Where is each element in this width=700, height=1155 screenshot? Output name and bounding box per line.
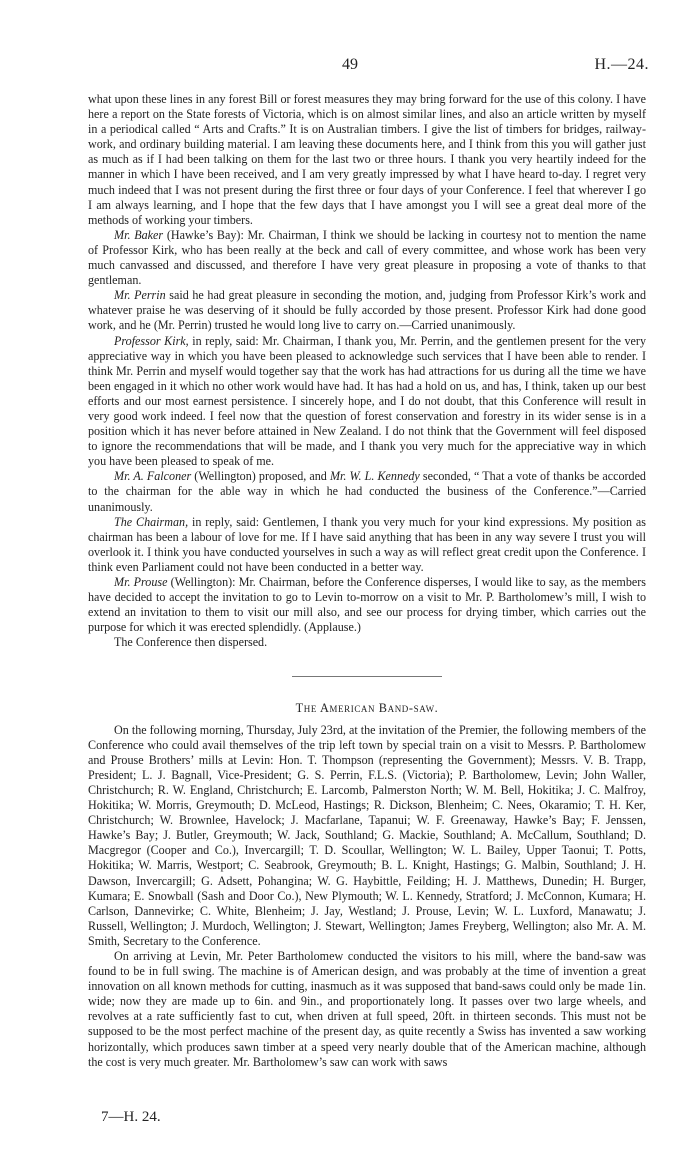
paragraph-text: (Hawke’s Bay): Mr. Chairman, I think we should be lacking in courtesy not to mention the name of Professor Kirk, who has been really at the beck and call of every committee, and whose work has been very much canvassed and discussed, and therefore I have very great pleasure in proposing a vote of thanks to that gentleman. <box>88 227 646 288</box>
paragraph-attendees: On the following morning, Thursday, July 23rd, at the invitation of the Premier, the following members of the Conference who could avail themselves of the trip left town by special train on a visit to Messrs. P. Bartholomew and Prouse Brothers’ mills at Levin: Hon. T. Thompson (representing the Government); Messrs. V. B. Trapp, President; L. J. Bagnall, Vice-President; G. S. Perrin, F.L.S. (Victoria); P. Bartholomew, Levin; John Waller, Christchurch; R. W. England, Christchurch; E. Larcomb, Palmerston North; W. M. Bell, Hokitika; J. C. Malfroy, Hokitika; W. Morris, Greymouth; D. McLeod, Hastings; R. Dickson, Blenheim; C. Nees, Okaramio; T. H. Ker, Christchurch; W. Brownlee, Havelock; J. Macfarlane, Tapanui; W. F. Greenaway, Hawke’s Bay; F. Jenssen, Hawke’s Bay; J. Butler, Greymouth; W. Jack, Southland; G. Mackie, Southland; A. McCallum, Southland; D. Macgregor (Cooper and Co.), Invercargill; T. D. Scoullar, Wellington; W. L. Bailey, Upper Taonui; T. Potts, Hokitika; W. Marris, Westport; C. Seabrook, Greymouth; B. L. Knight, Hastings; G. Malbin, Southland; J. H. Dawson, Invercargill; G. Adsett, Pohangina; W. G. Haybittle, Feilding; H. J. Matthews, Dunedin; H. Burger, Kumara; E. Snowball (Sash and Door Co.), New Plymouth; W. L. Kennedy, Stratford; J. McConnon, Kumara; H. Carlson, Dannevirke; C. White, Blenheim; J. Jay, Westland; J. Prouse, Levin; W. L. Luxford, Manawatu; J. Russell, Wellington; J. Murdoch, Wellington; J. Stewart, Wellington; James Freyberg, Wellington; also Mr. A. M. Smith, Secretary to the Conference. <box>88 722 646 948</box>
speaker-name: Mr. Perrin <box>114 288 166 303</box>
paragraph-continuation: what upon these lines in any forest Bill or forest measures they may bring forward for the use of this colony. I have here a report on the State forests of Victoria, which is on almost similar lines, and also an article written by myself in a periodical called “ Arts and Crafts.” It is on Australian timbers. I give the list of timbers for bridges, railway-work, and ordinary building material. I am leaving these documents here, and I think from this you will gather just as much as if I had been talking on them for the last two or three hours. I thank you very heartily indeed for the manner in which I have been received, and I am very greatly impressed by what I have heard to-day. I regret very much indeed that I was not present during the first three or four days of your Conference. I feel that wherever I go I am always learning, and I hope that the few days that I have amongst you I will see a great deal more of the methods of working your timbers. <box>88 92 646 227</box>
document-reference: H.—24. <box>594 56 649 73</box>
paragraph-band-saw: On arriving at Levin, Mr. Peter Bartholomew conducted the visitors to his mill, where the band-saw was found to be in full swing. The machine is of American design, and was probably at the time of invention a great innovation on all known methods for cutting, inasmuch as it was supposed that band-saws could only be made 1in. wide; now they are made up to 6in. and 9in., and proportionately long. It passes over two large wheels, and revolves at a rate sufficiently fast to cut, when driven at full speed, 20ft. in thirteen seconds. This must not be supposed to be the most perfect machine of the present day, as quite recently a Swiss has invented a saw working horizontally, which produces sawn timber at a speed very nearly double that of the American machine, although the cost is very much greater. Mr. Bartholomew’s saw can work with saws <box>88 948 646 1069</box>
paragraph-text: (Wellington): Mr. Chairman, before the Conference disperses, I would like to say, as the members have decided to accept the invitation to go to Levin to-morrow on a visit to Mr. P. Bartholomew’s mill, I wish to extend an invitation to them to visit our mill also, and see our process for drying timber, which carries out the purpose for which it was erected splendidly. (Applause.) <box>88 575 646 635</box>
speaker-name: Mr. Prouse <box>114 575 168 589</box>
speaker-name: Mr. W. L. Kennedy <box>329 469 420 484</box>
paragraph-chairman <box>88 515 646 575</box>
section-title: The American Band-saw. <box>295 701 439 716</box>
paragraph-perrin <box>88 288 646 333</box>
speaker-name: Professor Kirk, <box>114 333 189 348</box>
paragraph-dispersed: The Conference then dispersed. <box>114 635 268 650</box>
paragraph-falconer <box>88 469 646 514</box>
page-body <box>88 92 646 1070</box>
paragraph-prouse <box>88 575 646 635</box>
paragraph-text: in reply, said: Mr. Chairman, I thank you, Mr. Perrin, and the gentlemen present for the very appreciative way in which you have been pleased to acknowledge such services that I have been able to render. I think Mr. Perrin and myself would together say that the work has had attractions for us during all the time we have been engaged in it which no other work would have had. It has had a hold on us, and has, I think, taken up our best efforts and our most earnest persistence. I sincerely hope, and I do not doubt, that this Conference will result in very good work indeed. I feel now that the question of forest conservation and forestry in its wider sense is in a position which it has never before attained in New Zealand. I do not think that the Government will feel disposed to ignore the recommendations that will be made, and I thank you very much for the appreciative way in which you have been pleased to speak of me. <box>88 333 646 469</box>
paragraph-kirk <box>88 334 646 470</box>
footer-reference: 7—H. 24. <box>101 1109 161 1125</box>
speaker-name: Mr. A. Falconer <box>114 469 192 484</box>
page-number: 49 <box>342 56 358 73</box>
speaker-name: Mr. Baker <box>114 227 164 242</box>
speaker-name: The Chairman, <box>114 514 189 529</box>
paragraph-text: said he had great pleasure in seconding the motion, and, judging from Professor Kirk’s work and whatever praise he was deserving of it should be fully accorded by those present. Professor Kirk had done good work, and he (Mr. Perrin) trusted he would long live to carry on.—Carried unanimously. <box>88 288 646 333</box>
paragraph-text: (Wellington) proposed, and <box>191 469 330 484</box>
paragraph-text: seconded, “ That a vote of thanks be accorded to the chairman for the able way in which he had conducted the business of the Conference.”—Carried unanimously. <box>88 469 646 514</box>
paragraph-baker <box>88 228 646 288</box>
section-divider <box>292 676 442 677</box>
paragraph-text: in reply, said: Gentlemen, I thank you very much for your kind expressions. My position as chairman has been a labour of love for me. If I have said anything that has been in any way severe I trust you will overlook it. I think you have conducted yourselves in such a way as will reflect great credit upon the Conference. I think even Parliament could not have been conducted in a better way. <box>88 514 646 574</box>
